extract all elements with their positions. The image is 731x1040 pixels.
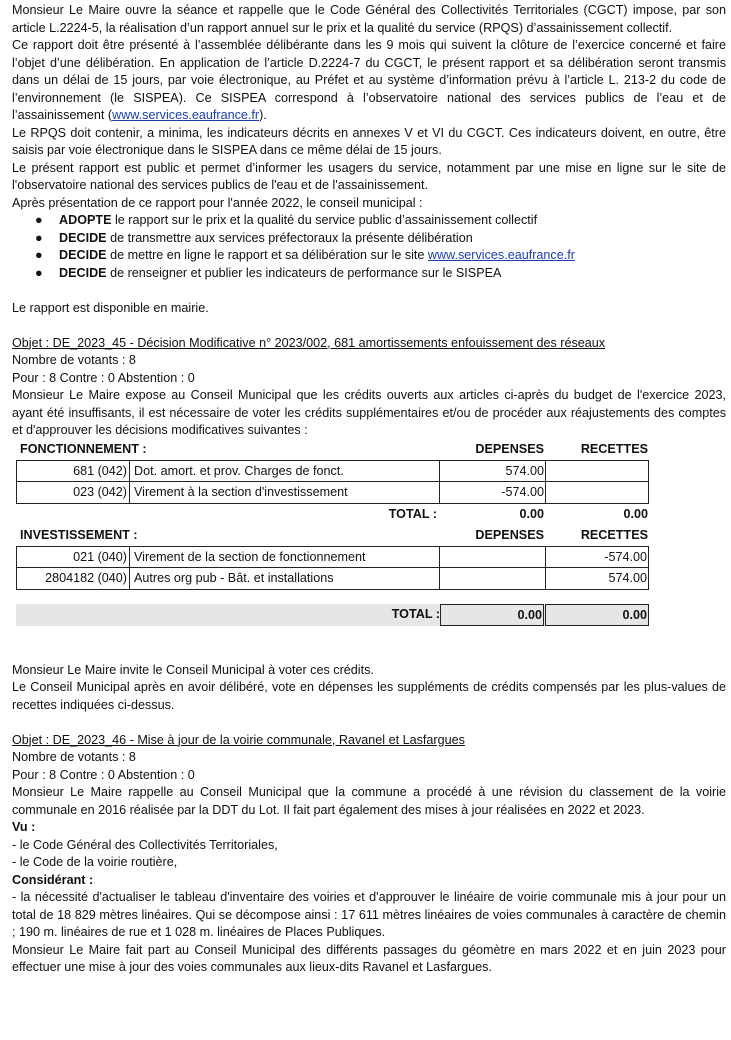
- depenses-value: -574.00: [439, 482, 545, 504]
- rpqs-delai-end: ).: [259, 108, 267, 122]
- bullet-icon: ●: [35, 265, 43, 280]
- account-code: 2804182 (040): [16, 568, 129, 590]
- voirie-votants: Nombre de votants : 8: [12, 750, 136, 764]
- table-row: [12, 568, 726, 590]
- eaufrance-link[interactable]: www.services.eaufrance.fr: [427, 248, 575, 262]
- dm-votants: Nombre de votants : 8: [12, 353, 136, 367]
- account-label: Dot. amort. et prov. Charges de fonct.: [129, 460, 439, 482]
- grand-total-depenses: 0.00: [440, 604, 544, 626]
- account-code: 681 (042): [16, 460, 129, 482]
- rpqs-paragraph-presentation: Après présentation de ce rapport pour l'année 2022, le conseil municipal :: [12, 195, 423, 210]
- decision-verb: DECIDE: [59, 248, 107, 262]
- decision-verb: ADOPTE: [59, 213, 112, 227]
- fonctionnement-header: [12, 440, 726, 460]
- dm-intro: Monsieur Le Maire expose au Conseil Municipal que les crédits ouverts aux articles ci-après du budget de l'exercice 2023, ayant été insuffisants, il est nécessaire de voter les crédits supplémentaires et/ou de procéder aux réajustements des comptes et d'approuver les décisions modificatives suivantes :: [12, 388, 726, 437]
- dm-invite: Monsieur Le Maire invite le Conseil Municipal à voter ces crédits.: [12, 662, 374, 677]
- rpqs-paragraph-intro: Monsieur Le Maire ouvre la séance et rappelle que le Code Général des Collectivités Territoriales (CGCT) impose, par son article L.2224-5, la réalisation d’un rapport annuel sur le prix et la qualité du service (RPQS) d’assainissement collectif.: [12, 3, 726, 35]
- table-row: [12, 460, 726, 482]
- decision-verb: DECIDE: [59, 265, 107, 280]
- dm-votes: Pour : 8 Contre : 0 Abstention : 0: [12, 370, 195, 385]
- rapport-disponible: Le rapport est disponible en mairie.: [12, 300, 209, 315]
- recettes-header: RECETTES: [580, 527, 648, 542]
- account-label: Autres org pub - Bât. et installations: [129, 568, 439, 590]
- fonctionnement-title: FONCTIONNEMENT :: [20, 441, 147, 456]
- rpqs-paragraph-indicateurs: Le RPQS doit contenir, a minima, les indicateurs décrits en annexes V et VI du CGCT. Ces indicateurs doivent, en outre, être saisis par voie électronique dans le SISPEA dans ce même délai de 15 jours.: [12, 125, 726, 157]
- recettes-header: RECETTES: [580, 441, 648, 456]
- decision-text: le rapport sur le prix et la qualité du service public d’assainissement collectif: [111, 213, 538, 227]
- investissement-header: [12, 526, 726, 546]
- account-code: 023 (042): [16, 482, 129, 504]
- bullet-icon: ●: [35, 213, 43, 227]
- decision-text: de transmettre aux services préfectoraux la présente délibération: [106, 230, 473, 245]
- document-page: [12, 2, 726, 977]
- decision-list: [12, 212, 726, 282]
- depenses-header: DEPENSES: [475, 441, 544, 456]
- recettes-value: 574.00: [545, 568, 649, 590]
- voirie-intro: Monsieur Le Maire rappelle au Conseil Municipal que la commune a procédé à une révision du classement de la voirie communale en 2016 réalisée par la DDT du Lot. Il fait part également des mises à jour réalisées en 2022 et 2023.: [12, 785, 726, 817]
- considerant-title: Considérant :: [12, 872, 94, 887]
- table-row: [12, 546, 726, 568]
- considerant-heading: [12, 872, 726, 890]
- account-label: Virement de la section de fonctionnement: [129, 546, 439, 568]
- table-row: [12, 482, 726, 504]
- bullet-icon: ●: [35, 248, 43, 262]
- decision-verb: DECIDE: [59, 230, 107, 245]
- investissement-title: INVESTISSEMENT :: [20, 527, 138, 542]
- decision-text: de mettre en ligne le rapport et sa délibération sur le site: [106, 248, 428, 262]
- vu-cgct: - le Code Général des Collectivités Territoriales,: [12, 837, 278, 852]
- decision-item: [12, 265, 726, 283]
- total-label: TOTAL :: [388, 506, 437, 521]
- decision-text: de renseigner et publier les indicateurs de performance sur le SISPEA: [106, 265, 502, 280]
- account-label: Virement à la section d'investissement: [129, 482, 439, 504]
- voirie-objet-heading: Objet : DE_2023_46 - Mise à jour de la voirie communale, Ravanel et Lasfargues: [12, 732, 465, 747]
- depenses-value: 574.00: [439, 460, 545, 482]
- grand-total-row: [16, 604, 649, 626]
- total-recettes: 0.00: [623, 506, 648, 521]
- vu-heading: [12, 819, 726, 837]
- decision-item: [12, 212, 726, 230]
- decision-item: [12, 247, 726, 265]
- total-depenses: 0.00: [519, 506, 544, 521]
- vu-voirie: - le Code de la voirie routière,: [12, 855, 178, 869]
- fonctionnement-total-row: [12, 504, 726, 526]
- recettes-value: [545, 460, 649, 482]
- account-code: 021 (040): [16, 546, 129, 568]
- dm-objet-heading: Objet : DE_2023_45 - Décision Modificative n° 2023/002, 681 amortissements enfouissement des réseaux: [12, 335, 606, 350]
- rpqs-paragraph-public: Le présent rapport est public et permet d’informer les usagers du service, notamment par une mise en ligne sur le site de l'observatoire national des services publics de l'eau et de l'assainissement.: [12, 160, 726, 192]
- considerant-text: - la nécessité d'actualiser le tableau d'inventaire des voiries et d'approuver le linéaire de voirie communale mis à jour pour un total de 18 829 mètres linéaires. Qui se décompose ainsi : 17 611 mètres linéaires de voies communales à caractère de chemin ; 190 m. linéaires de rue et 1 028 m. linéaires de Places Publiques.: [12, 890, 726, 939]
- grand-total-label: TOTAL :: [391, 606, 440, 621]
- recettes-value: [545, 482, 649, 504]
- decision-item: [12, 230, 726, 248]
- bullet-icon: ●: [35, 230, 43, 245]
- dm-conclusion: Le Conseil Municipal après en avoir délibéré, vote en dépenses les suppléments de crédits compensés par les plus-values de recettes indiquées ci-dessus.: [12, 680, 726, 712]
- rpqs-paragraph-delai: [12, 37, 726, 125]
- fonctionnement-table: [12, 440, 726, 526]
- investissement-table: [12, 526, 726, 590]
- depenses-value: [439, 546, 545, 568]
- recettes-value: -574.00: [545, 546, 649, 568]
- depenses-header: DEPENSES: [475, 527, 544, 542]
- geometre-paragraph: Monsieur Le Maire fait part au Conseil Municipal des différents passages du géomètre en mars 2022 et en juin 2023 pour effectuer une mise à jour des voies communales aux lieux-dits Ravanel et Lasfargues.: [12, 942, 726, 974]
- rpqs-delai-text: Ce rapport doit être présenté à l’assemblée délibérante dans les 9 mois qui suivent la clôture de l’exercice concerné et faire l’objet d’une délibération. En application de l’article D.2224-7 du CGCT, le présent rapport et sa délibération seront transmis dans un délai de 15 jours, par voie électronique, au Préfet et au système d’information prévu à l’article L. 213-2 du code de l’environnement (le SISPEA). Ce SISPEA correspond à l’observatoire national des services publics de l’eau et de l’assainissement (: [12, 38, 726, 122]
- voirie-votes: Pour : 8 Contre : 0 Abstention : 0: [12, 767, 195, 782]
- depenses-value: [439, 568, 545, 590]
- vu-title: Vu :: [12, 820, 36, 834]
- eaufrance-link[interactable]: www.services.eaufrance.fr: [112, 108, 260, 122]
- grand-total-recettes: 0.00: [545, 604, 649, 626]
